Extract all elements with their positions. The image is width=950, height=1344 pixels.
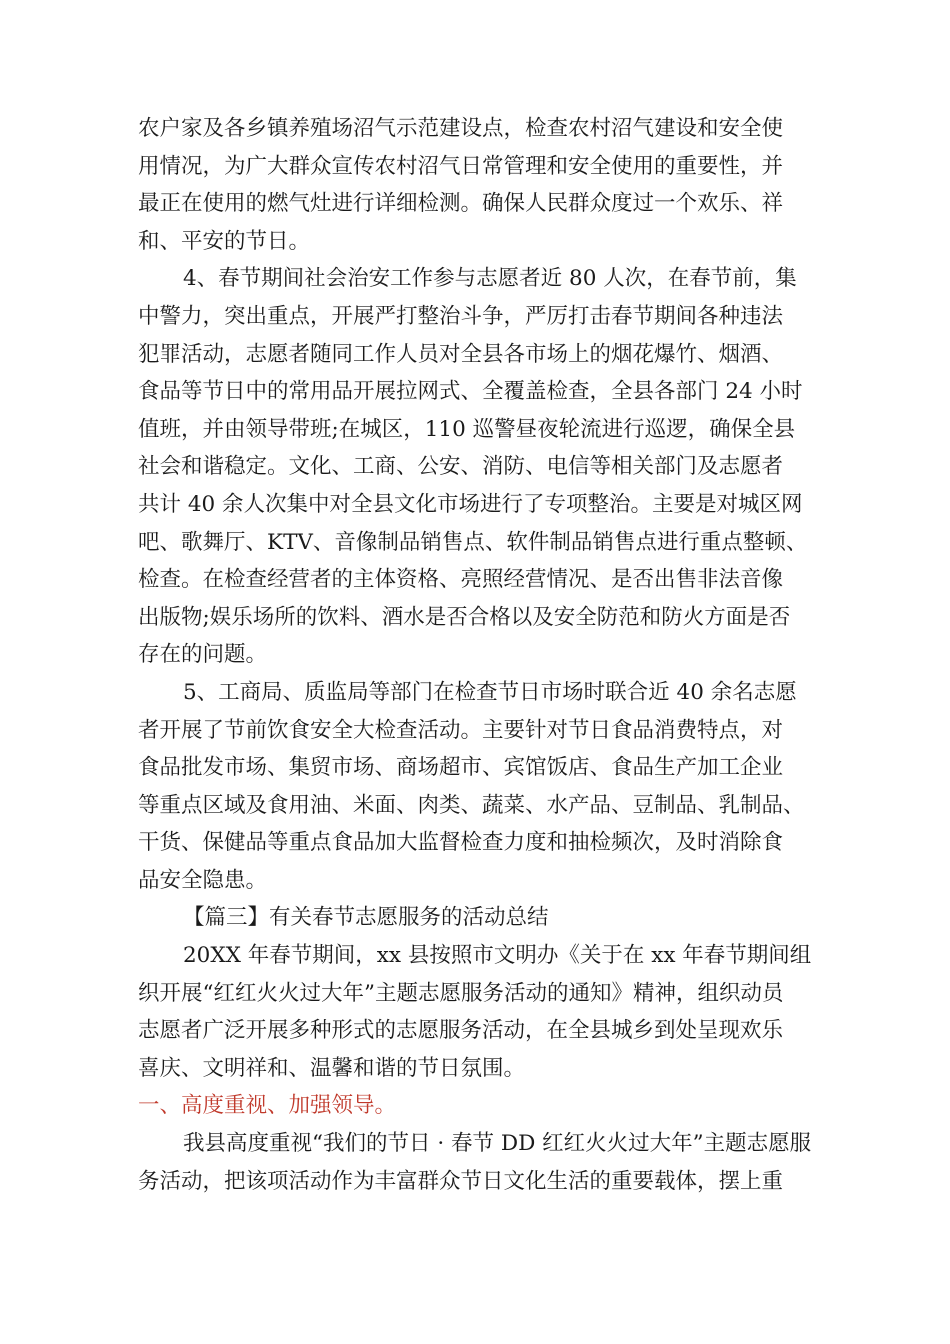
text-line: 喜庆、文明祥和、温馨和谐的节日氛围。 [138, 1055, 526, 1081]
text-line: 用情况，为广大群众宣传农村沼气日常管理和安全使用的重要性，并 [138, 153, 784, 179]
paragraph-5-start: 5、工商局、质监局等部门在检查节日市场时联合近 40 余名志愿 [183, 679, 797, 705]
text-line: 农户家及各乡镇养殖场沼气示范建设点，检查农村沼气建设和安全使 [138, 116, 784, 141]
text-line: 品安全隐患。 [138, 867, 268, 893]
text-line: 吧、歌舞厅、KTV、音像制品销售点、软件制品销售点进行重点整顿、 [138, 529, 808, 555]
text-line: 出版物;娱乐场所的饮料、酒水是否合格以及安全防范和防火方面是否 [138, 604, 791, 630]
paragraph-4-start: 4、春节期间社会治安工作参与志愿者近 80 人次，在春节前，集 [183, 266, 797, 292]
text-line: 食品等节日中的常用品开展拉网式、全覆盖检查，全县各部门 24 小时 [138, 379, 803, 405]
section-title: 【篇三】有关春节志愿服务的活动总结 [183, 905, 549, 931]
text-line: 织开展“红红火火过大年”主题志愿服务活动的通知》精神，组织动员 [138, 980, 784, 1006]
paragraph-intro-start: 20XX 年春节期间，xx 县按照市文明办《关于在 xx 年春节期间组 [183, 943, 812, 969]
text-line: 犯罪活动，志愿者随同工作人员对全县各市场上的烟花爆竹、烟酒、 [138, 341, 784, 367]
text-line: 中警力，突出重点，开展严打整治斗争，严厉打击春节期间各种违法 [138, 303, 784, 329]
text-line: 共计 40 余人次集中对全县文化市场进行了专项整治。主要是对城区网 [138, 491, 803, 517]
subheading: 一、高度重视、加强领导。 [138, 1093, 397, 1119]
text-line: 社会和谐稳定。文化、工商、公安、消防、电信等相关部门及志愿者 [138, 454, 784, 480]
document-body [138, 110, 838, 1200]
text-line: 者开展了节前饮食安全大检查活动。主要针对节日食品消费特点，对 [138, 717, 784, 743]
text-line: 食品批发市场、集贸市场、商场超市、宾馆饭店、食品生产加工企业 [138, 755, 784, 781]
text-line: 存在的问题。 [138, 642, 268, 668]
text-line: 等重点区域及食用油、米面、肉类、蔬菜、水产品、豆制品、乳制品、 [138, 792, 805, 818]
text-line: 最正在使用的燃气灶进行详细检测。确保人民群众度过一个欢乐、祥 [138, 191, 784, 217]
text-line: 值班，并由领导带班;在城区，110 巡警昼夜轮流进行巡逻，确保全县 [138, 416, 796, 442]
text-line: 和、平安的节日。 [138, 228, 311, 254]
text-line: 检查。在检查经营者的主体资格、亮照经营情况、是否出售非法音像 [138, 567, 784, 593]
text-line: 务活动，把该项活动作为丰富群众节日文化生活的重要载体，摆上重 [138, 1168, 784, 1194]
text-line: 干货、保健品等重点食品加大监督检查力度和抽检频次，及时消除食 [138, 830, 784, 856]
paragraph-start: 我县高度重视“我们的节日 · 春节 DD 红红火火过大年”主题志愿服 [183, 1131, 812, 1157]
text-line: 志愿者广泛开展多种形式的志愿服务活动，在全县城乡到处呈现欢乐 [138, 1018, 784, 1044]
